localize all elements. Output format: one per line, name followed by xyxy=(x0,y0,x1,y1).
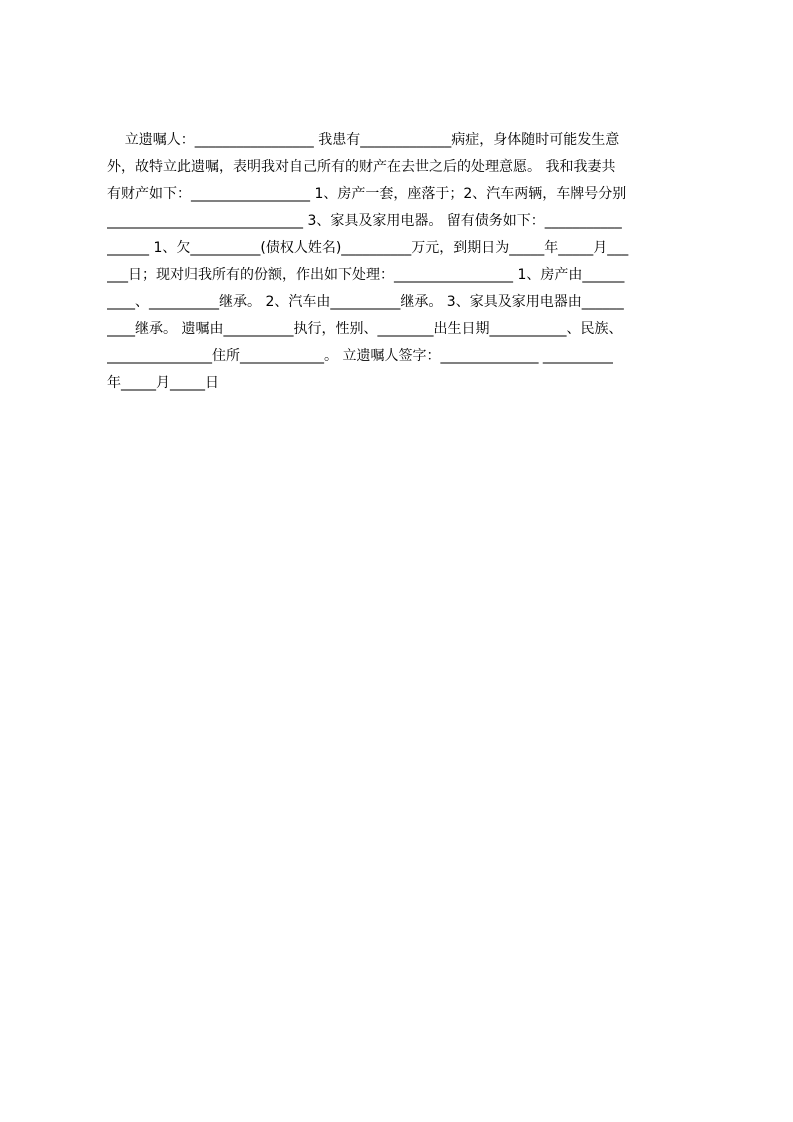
text-line: 年_____月_____日 xyxy=(107,375,219,391)
text-line: 立遗嘱人：_________________ 我患有_____________病症，身体随时可能发生意 xyxy=(107,132,620,148)
text-line: ____、__________继承。 2、汽车由__________继承。 3、家具及家用电器由______ xyxy=(107,294,624,310)
text-line: 有财产如下：_________________ 1、房产一套，座落于；2、汽车两辆，车牌号分别 xyxy=(107,186,627,202)
text-line: ____________________________ 3、家具及家用电器。 留有债务如下：___________ xyxy=(107,213,622,229)
text-line: ____继承。 遗嘱由__________执行，性别、________出生日期___________、民族、 xyxy=(107,321,623,337)
text-line: _______________住所____________。 立遗嘱人签字：______________ __________ xyxy=(107,348,613,364)
text-line: ___日；现对归我所有的份额，作出如下处理：_________________ 1、房产由______ xyxy=(107,267,625,283)
text-line: 外，故特立此遗嘱，表明我对自己所有的财产在去世之后的处理意愿。 我和我妻共 xyxy=(107,159,616,175)
text-line: ______ 1、欠__________(债权人姓名)__________万元，到期日为_____年_____月___ xyxy=(107,240,629,256)
will-body-text xyxy=(107,127,699,397)
